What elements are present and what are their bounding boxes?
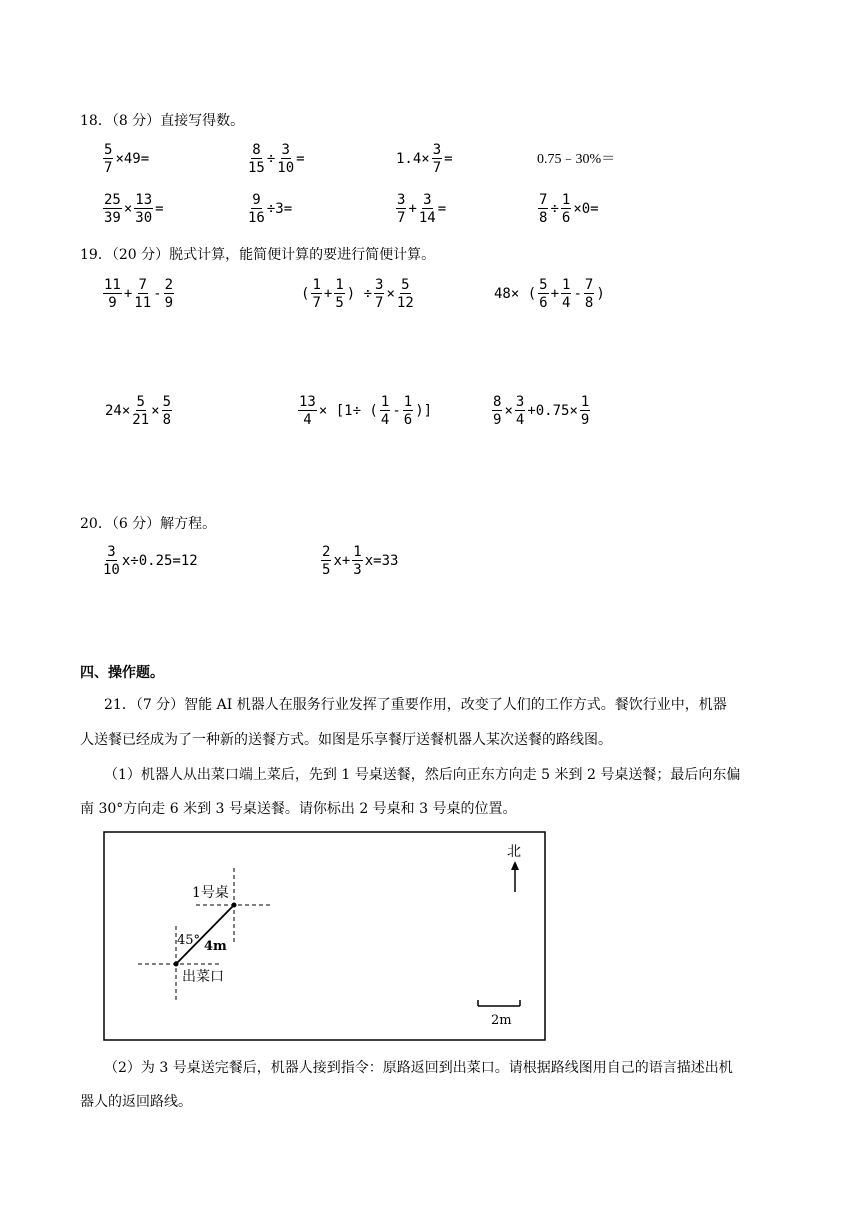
fraction: [538, 193, 548, 225]
numerator: 13: [299, 394, 316, 410]
numerator: 3: [397, 192, 406, 208]
expr-text: x÷0.25=12: [121, 553, 198, 569]
fraction: [561, 278, 571, 310]
denominator: 10: [103, 562, 120, 578]
fraction: [397, 278, 414, 310]
numerator: 3: [375, 277, 384, 293]
expr-text: )]: [415, 403, 433, 419]
exit-label: 出菜口: [182, 969, 224, 985]
expr-text: ×0=: [573, 201, 599, 217]
route-diagram: [100, 828, 550, 1044]
expr-text: +: [408, 201, 417, 217]
denominator: 11: [134, 295, 152, 311]
fraction: [321, 545, 331, 577]
numerator: 1: [335, 277, 344, 293]
numerator: 5: [401, 277, 410, 293]
numerator: 3: [432, 142, 442, 158]
q18-item-a: [102, 143, 150, 175]
denominator: 7: [375, 295, 384, 311]
fraction: [584, 278, 594, 310]
numerator: 7: [539, 192, 548, 208]
denominator: 8: [539, 210, 548, 226]
numerator: 7: [584, 277, 594, 293]
q21-part2-line2: 器人的返回路线。: [80, 1094, 192, 1110]
denominator: 9: [164, 295, 174, 311]
denominator: 6: [403, 412, 413, 428]
fraction: [352, 545, 362, 577]
numerator: 8: [493, 394, 502, 410]
q19-item-f: [491, 395, 591, 427]
fraction: [162, 395, 172, 427]
expr-text: =: [444, 151, 453, 167]
fraction: [277, 143, 294, 175]
denominator: 12: [396, 295, 414, 311]
q21-intro-line1: 21．（7 分）智能 AI 机器人在服务行业发挥了重要作用，改变了人们的工作方式。餐饮行业中，机器: [104, 697, 727, 713]
expr-text: -: [392, 403, 401, 419]
expr-text: (: [301, 286, 310, 302]
fraction: [580, 395, 590, 427]
fraction: [561, 193, 571, 225]
fraction: [132, 395, 149, 427]
fraction: [248, 143, 265, 175]
numerator: 3: [515, 394, 525, 410]
fraction: [432, 143, 442, 175]
fraction: [298, 395, 317, 427]
numerator: 7: [138, 277, 147, 293]
denominator: 4: [515, 412, 525, 428]
expr-text: =: [437, 201, 447, 217]
diagram-frame: [104, 832, 545, 1040]
fraction: [374, 278, 384, 310]
numerator: 11: [104, 277, 121, 293]
denominator: 4: [303, 412, 312, 428]
fraction: [334, 278, 344, 310]
numerator: 5: [162, 394, 172, 410]
expr-text: x+: [333, 553, 351, 569]
fraction: [103, 193, 122, 225]
numerator: 1: [353, 544, 362, 560]
numerator: 1: [561, 192, 571, 208]
expr-text: ÷3=: [266, 201, 293, 217]
denominator: 4: [562, 295, 571, 311]
fraction: [103, 278, 122, 310]
expr-text: × [1÷ (: [318, 403, 378, 419]
denominator: 7: [397, 210, 406, 226]
numerator: 2: [164, 277, 174, 293]
q19-title: 19．（20 分）脱式计算，能简便计算的要进行简便计算。: [80, 247, 436, 263]
denominator: 5: [335, 295, 344, 311]
numerator: 3: [107, 544, 116, 560]
fraction: [538, 278, 548, 310]
expr-text: =: [296, 151, 305, 167]
exit-point: [174, 962, 179, 967]
table1-label: 1号桌: [192, 885, 229, 901]
fraction: [134, 193, 153, 225]
expr-text: =: [155, 201, 164, 217]
denominator: 5: [322, 562, 331, 578]
q21-part1-line2: 南 30°方向走 6 米到 3 号桌送餐。请你标出 2 号桌和 3 号桌的位置。: [80, 801, 517, 817]
denominator: 4: [380, 412, 390, 428]
q18-title: 18．（8 分）直接写得数。: [80, 113, 245, 129]
expr-text: +: [123, 286, 133, 302]
fraction: [103, 545, 120, 577]
expr-text: +0.75×: [527, 403, 578, 419]
denominator: 6: [561, 210, 571, 226]
fraction: [419, 193, 436, 225]
q19-item-d: [104, 395, 173, 427]
numerator: 3: [281, 142, 290, 158]
denominator: 3: [353, 562, 362, 578]
q21-part1-line1: （1）机器人从出菜口端上菜后，先到 1 号桌送餐，然后向正东方向走 5 米到 2 号桌送餐；最后向东偏: [104, 767, 741, 783]
q18-item-e: [102, 193, 165, 225]
fraction: [164, 278, 174, 310]
expr-text: ×: [504, 403, 513, 419]
denominator: 9: [493, 412, 502, 428]
denominator: 15: [248, 160, 265, 176]
numerator: 8: [252, 142, 261, 158]
q21-part2-line1: （2）为 3 号桌送完餐后，机器人接到指令：原路返回到出菜口。请根据路线图用自己的语言描述出机: [104, 1060, 733, 1076]
expr-text: ÷: [266, 151, 276, 167]
fraction: [103, 143, 113, 175]
numerator: 2: [322, 544, 331, 560]
numerator: 1: [403, 394, 413, 410]
expr-text: 1.4×: [396, 151, 430, 167]
angle-label: 45°: [177, 933, 201, 948]
numerator: 1: [380, 394, 390, 410]
q20-item-a: [102, 545, 199, 577]
expr-text: ×49=: [115, 151, 150, 167]
fraction: [403, 395, 413, 427]
expr-text: ×: [151, 403, 160, 419]
denominator: 14: [418, 210, 436, 226]
expr-text: ×: [386, 286, 395, 302]
fraction: [380, 395, 390, 427]
expr-text: -: [573, 286, 582, 302]
expr-text: ): [596, 286, 605, 302]
numerator: 25: [104, 192, 121, 208]
q18-item-d: 0.75﹣30%＝: [537, 152, 616, 167]
numerator: 1: [580, 394, 590, 410]
north-label: 北: [507, 844, 521, 860]
expr-text: x=33: [364, 553, 399, 569]
numerator: 5: [104, 142, 113, 158]
fraction: [248, 193, 265, 225]
q18-item-h: [537, 193, 600, 225]
expr-text: ×: [123, 201, 133, 217]
q18-item-b: [247, 143, 306, 175]
table1-point: [232, 903, 237, 908]
q19-item-a: [102, 278, 175, 310]
distance-label: 4m: [204, 939, 227, 954]
fraction: [134, 278, 151, 310]
denominator: 16: [248, 210, 265, 226]
q19-item-c: [493, 278, 606, 310]
fraction: [396, 193, 406, 225]
numerator: 1: [312, 277, 321, 293]
denominator: 21: [132, 412, 150, 428]
denominator: 30: [135, 210, 153, 226]
numerator: 5: [136, 394, 145, 410]
denominator: 10: [277, 160, 295, 176]
fraction: [311, 278, 321, 310]
q18-item-g: [395, 193, 447, 225]
section-4-heading: 四、操作题。: [80, 665, 164, 681]
expr-text: ) ÷: [346, 286, 373, 302]
expr-text: +: [550, 286, 560, 302]
numerator: 9: [252, 192, 261, 208]
q18-item-f: [247, 193, 293, 225]
denominator: 7: [104, 160, 113, 176]
q19-item-b: [300, 278, 415, 310]
denominator: 9: [108, 295, 117, 311]
denominator: 39: [104, 210, 121, 226]
expr-text: 48× (: [494, 286, 537, 302]
numerator: 5: [539, 277, 548, 293]
expr-text: ÷: [550, 201, 559, 217]
denominator: 6: [539, 295, 548, 311]
denominator: 8: [584, 295, 594, 311]
q20-title: 20．（6 分）解方程。: [80, 516, 217, 532]
scale-label: 2m: [491, 1013, 512, 1028]
q19-item-e: [297, 395, 433, 427]
numerator: 13: [135, 192, 153, 208]
q18-item-c: [395, 143, 454, 175]
denominator: 8: [162, 412, 172, 428]
expr-text: 24×: [105, 403, 131, 419]
denominator: 9: [580, 412, 590, 428]
numerator: 3: [423, 192, 432, 208]
numerator: 1: [562, 277, 571, 293]
fraction: [492, 395, 502, 427]
denominator: 7: [312, 295, 321, 311]
fraction: [515, 395, 525, 427]
expr-text: -: [153, 286, 162, 302]
denominator: 7: [432, 160, 442, 176]
expr-text: +: [323, 286, 333, 302]
q21-intro-line2: 人送餐已经成为了一种新的送餐方式。如图是乐享餐厅送餐机器人某次送餐的路线图。: [80, 732, 612, 748]
q20-item-b: [320, 545, 399, 577]
